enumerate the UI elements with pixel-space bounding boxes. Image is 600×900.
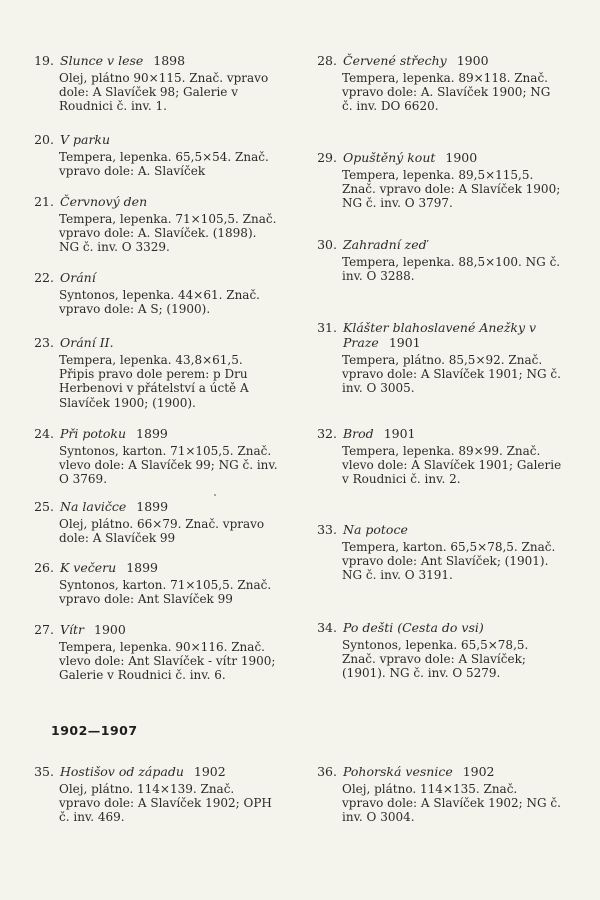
entry-year: 1899 [136,426,168,441]
entry-title: Klášter blahoslavené Anežky v Praze [343,320,537,350]
entry-heading [313,53,553,68]
entry-number: 30. [317,237,337,252]
entry-number: 28. [317,53,337,68]
entry-number: 19. [34,53,54,68]
catalog-entry [30,53,270,114]
entry-description: Olej, plátno. 114×139. Znač. vpravo dole: A Slavíček 1902; OPH č. inv. 469. [59,782,272,825]
catalog-entry [30,560,270,606]
entry-description: Tempera, karton. 65,5×78,5. Znač. vpravo dole: Ant Slavíček; (1901). NG č. inv. O 3191. [342,540,556,583]
entry-year: 1900 [456,53,489,68]
entry-heading [30,194,270,209]
entry-heading [313,620,553,635]
entry-heading [30,426,270,441]
entry-number: 24. [34,426,54,441]
entry-number: 33. [317,522,337,537]
entry-number: 34. [317,620,337,635]
entry-number: 36. [317,764,337,779]
section-heading: 1902—1907 [51,723,138,738]
entry-heading [30,622,270,637]
catalog-entry [30,335,270,410]
catalog-entry [313,150,561,211]
paper-speck [214,494,216,496]
entry-heading [30,560,270,575]
entry-number: 32. [317,426,337,441]
entry-year: 1898 [153,53,186,68]
entry-description: Tempera, lepenka. 89×99. Znač. vlevo dole: A Slavíček 1901; Galerie v Roudnici č. inv. 2. [342,444,562,487]
entry-heading [313,764,553,779]
entry-title: V parku [60,132,111,147]
entry-heading [313,150,553,165]
entry-number: 27. [34,622,54,637]
entry-description: Syntonos, lepenka. 44×61. Znač. vpravo dole: A S; (1900). [59,288,260,317]
entry-description: Tempera, lepenka. 89×118. Znač. vpravo dole: A. Slavíček 1900; NG č. inv. DO 6620. [342,71,551,114]
entry-title: Opuštěný kout [343,150,436,165]
entry-title: Červené střechy [343,53,447,68]
catalog-entry [30,132,270,178]
entry-year: 1899 [136,499,169,514]
entry-heading [30,53,270,68]
entry-description: Tempera, lepenka. 89,5×115,5. Znač. vpravo dole: A Slavíček 1900; NG č. inv. O 3797. [342,168,561,211]
catalog-entry [30,499,270,545]
entry-year: 1901 [388,335,421,350]
entry-number: 21. [34,194,54,209]
entry-description: Tempera, lepenka. 65,5×54. Znač. vpravo dole: A. Slavíček [59,150,269,179]
catalog-entry [313,320,561,396]
entry-number: 29. [317,150,337,165]
entry-description: Olej, plátno 90×115. Znač. vpravo dole: A Slavíček 98; Galerie v Roudnici č. inv. 1. [59,71,269,114]
catalog-entry [313,237,561,284]
catalog-entry [313,53,553,114]
entry-title: Po dešti (Cesta do vsi) [343,620,484,635]
entry-description: Tempera, lepenka. 43,8×61,5. Připis pravo dole perem: p Dru Herbenovi v přátelství a úctě A Slavíček 1900; (1900). [59,353,249,410]
entry-heading [30,335,270,350]
entry-title: Pohorská vesnice [343,764,453,779]
entry-title: Na potoce [343,522,408,537]
entry-description: Tempera, lepenka. 88,5×100. NG č. inv. O 3288. [342,255,561,284]
catalog-entry [313,522,556,583]
entry-title: Orání II. [60,335,114,350]
entry-year: 1900 [94,622,126,637]
entry-description: Tempera, plátno. 85,5×92. Znač. vpravo dole: A Slavíček 1901; NG č. inv. O 3005. [342,353,561,396]
catalog-entry [30,270,270,316]
entry-description: Tempera, lepenka. 71×105,5. Znač. vpravo dole: A. Slavíček. (1898). NG č. inv. O 3329. [59,212,277,255]
entry-title: Na lavičce [60,499,127,514]
catalog-entry [313,426,562,487]
entry-heading [30,270,270,285]
entry-number: 23. [34,335,54,350]
entry-number: 22. [34,270,54,285]
entry-title: Červnový den [60,194,148,209]
entry-heading [30,764,270,779]
entry-number: 20. [34,132,54,147]
entry-heading [313,237,553,252]
entry-title: Při potoku [60,426,127,441]
catalog-entry [313,620,553,681]
catalog-entry [30,622,276,683]
entry-heading [313,426,553,441]
entry-description: Syntonos, lepenka. 65,5×78,5. Znač. vpravo dole: A Slavíček; (1901). NG č. inv. O 5279. [342,638,529,681]
entry-title: K večeru [60,560,117,575]
catalog-entry [30,764,270,825]
entry-title: Vítr [60,622,85,637]
catalog-entry [30,426,278,487]
entry-number: 25. [34,499,54,514]
entry-title: Brod [343,426,374,441]
entry-description: Olej, plátno. 114×135. Znač. vpravo dole: A Slavíček 1902; NG č. inv. O 3004. [342,782,561,825]
entry-heading [30,499,270,514]
entry-heading [313,522,553,537]
entry-number: 26. [34,560,54,575]
catalog-entry [30,194,277,255]
entry-title: Zahradní zeď [343,237,427,252]
catalog-entry [313,764,561,825]
entry-year: 1901 [383,426,416,441]
entry-heading [30,132,270,147]
entry-description: Syntonos, karton. 71×105,5. Znač. vlevo dole: A Slavíček 99; NG č. inv. O 3769. [59,444,278,487]
entry-description: Tempera, lepenka. 90×116. Znač. vlevo dole: Ant Slavíček - vítr 1900; Galerie v Roudnici č. inv. 6. [59,640,276,683]
entry-year: 1902 [462,764,495,779]
entry-description: Syntonos, karton. 71×105,5. Znač. vpravo dole: Ant Slavíček 99 [59,578,272,607]
entry-heading [313,320,553,350]
entry-title: Hostišov od západu [60,764,184,779]
entry-title: Slunce v lese [60,53,144,68]
entry-title: Orání [60,270,96,285]
entry-number: 31. [317,320,337,335]
entry-description: Olej, plátno. 66×79. Znač. vpravo dole: A Slavíček 99 [59,517,265,546]
entry-year: 1902 [193,764,226,779]
entry-year: 1900 [445,150,478,165]
entry-number: 35. [34,764,54,779]
entry-year: 1899 [126,560,158,575]
